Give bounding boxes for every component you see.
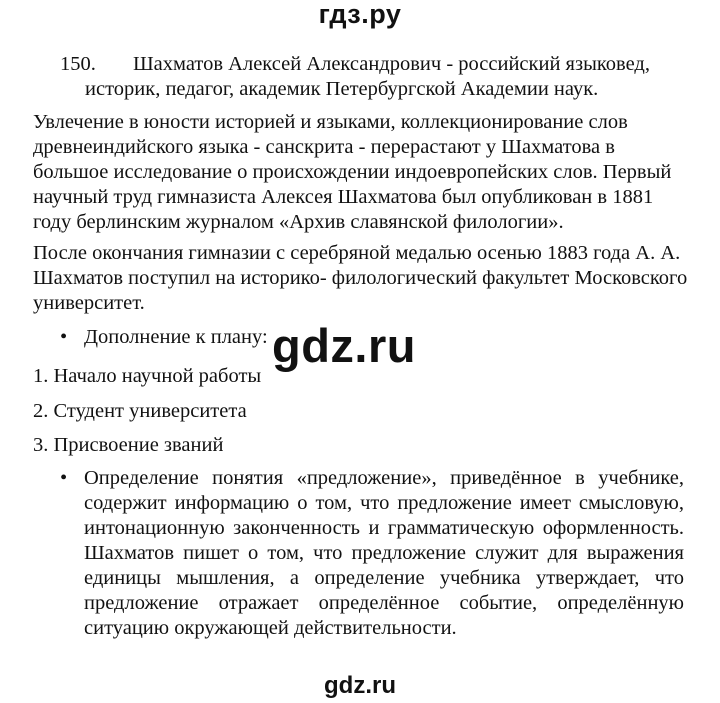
plan-item-1: 1. Начало научной работы (33, 365, 262, 387)
paragraph-education: После окончания гимназии с серебряной медалью осенью 1883 года А. А. Шахматов поступил на историко- филологический факультет Московского университет. (33, 242, 688, 314)
watermark-logo: gdz.ru (272, 319, 416, 372)
plan-item-3: 3. Присвоение званий (33, 434, 224, 456)
plan-item-2: 2. Студент университета (33, 400, 247, 422)
paragraph-biography: Увлечение в юности историей и языками, коллекционирование слов древнеиндийского языка - санскрита - перерастают у Шахматова в большое исследование о происхождении индоевропейских слов. Первый научный труд гимназиста Алексея Шахматова был опубликован в 1881 году берлинским журналом «Архив славянской филологии». (33, 111, 672, 233)
bullet-icon: • (60, 326, 68, 348)
definition-text: Определение понятия «предложение», приведённое в учебнике, содержит информацию о том, что предложение имеет смысловую, интонационную законченность и грамматическую оформленность. Шахматов пишет о том, что предложение служит для выражения единицы мышления, а определение учебника утверждает, что предложение отражает определённое событие, определённую ситуацию окружающей действительности. (84, 467, 684, 639)
site-header-logo: гдз.ру (318, 0, 402, 29)
plan-heading-text: Дополнение к плану: (84, 326, 268, 348)
task-title-text-1: Шахматов Алексей Александрович - российский языковед, (133, 53, 650, 75)
task-title-line-1 (60, 52, 700, 77)
task-title-line-2: историк, педагог, академик Петербургской Академии наук. (85, 78, 599, 100)
task-number: 150. (60, 53, 96, 75)
bullet-icon: • (60, 467, 68, 489)
site-footer-logo: gdz.ru (324, 672, 396, 699)
